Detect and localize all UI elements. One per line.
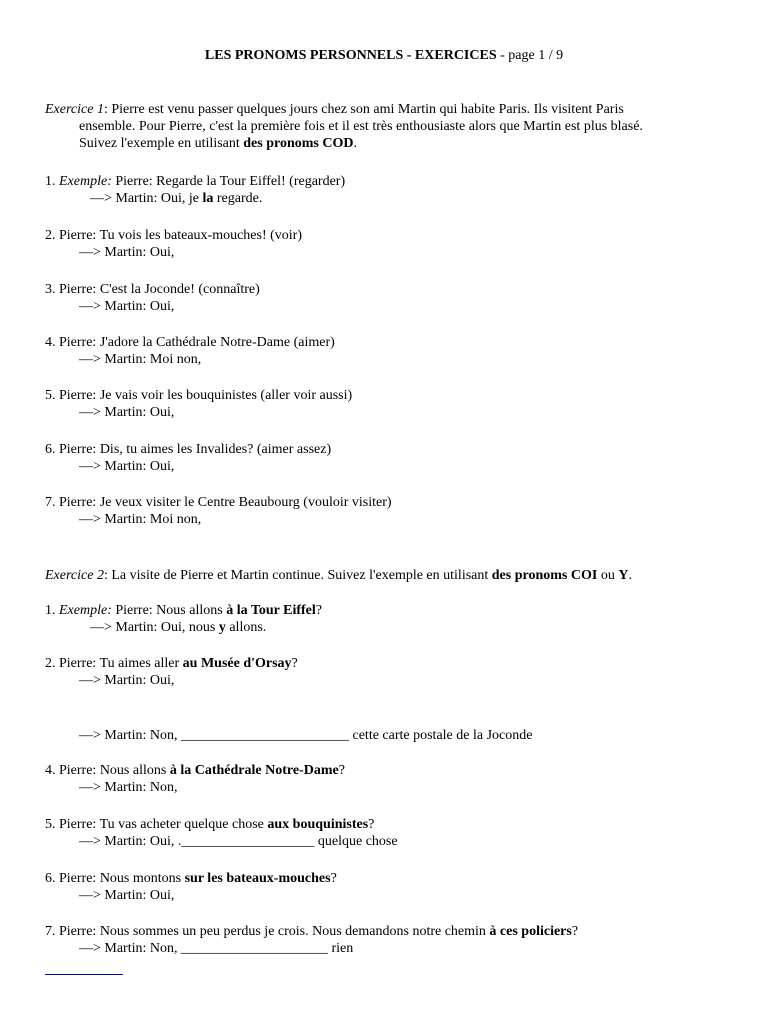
answer: —> Martin: Moi non, bbox=[79, 512, 202, 527]
question-text: 2. Pierre: Tu aimes aller bbox=[45, 656, 183, 671]
exercise2-intro bbox=[45, 567, 705, 584]
question-text: 6. Pierre: Nous montons bbox=[45, 871, 185, 886]
question-text: 4. Pierre: Nous allons bbox=[45, 763, 170, 778]
question-text: 7. Pierre: Nous sommes un peu perdus je crois. Nous demandons notre chemin bbox=[45, 924, 490, 939]
answer: —> Martin: Non, ________________________ cette carte postale de la Joconde bbox=[79, 728, 533, 743]
exercise1-item-1 bbox=[45, 173, 705, 207]
answer: —> Martin: Oui, bbox=[79, 405, 175, 420]
exercise1-intro-line3 bbox=[45, 135, 705, 152]
answer-text: allons. bbox=[225, 620, 267, 635]
exercise1-intro-line2: ensemble. Pour Pierre, c'est la première fois et il est très enthousiaste alors que Martin est plus blasé. bbox=[79, 119, 643, 134]
exercise2-item-1 bbox=[45, 602, 705, 636]
question: 4. Pierre: J'adore la Cathédrale Notre-Dame (aimer) bbox=[45, 335, 335, 350]
intro-bold: des pronoms COD bbox=[243, 136, 354, 151]
question: 5. Pierre: Je vais voir les bouquinistes (aller voir aussi) bbox=[45, 388, 353, 403]
question-text: ? bbox=[368, 817, 375, 832]
exercise2-item-4 bbox=[45, 762, 705, 796]
intro-text: . bbox=[353, 136, 357, 151]
answer-text: —> Martin: Oui, nous bbox=[90, 620, 219, 635]
title-bold: LES PRONOMS PERSONNELS - EXERCICES bbox=[204, 48, 497, 63]
question-bold: à la Tour Eiffel bbox=[226, 603, 316, 618]
answer: —> Martin: Oui, bbox=[79, 245, 175, 260]
exercise1-item-2 bbox=[45, 227, 705, 261]
question-bold: aux bouquinistes bbox=[267, 817, 369, 832]
intro-text: . bbox=[628, 568, 632, 583]
question-text: Pierre: Nous allons bbox=[111, 603, 227, 618]
answer-bold: la bbox=[202, 191, 214, 206]
question-text: 5. Pierre: Tu vas acheter quelque chose bbox=[45, 817, 268, 832]
item-number: 1. bbox=[45, 603, 59, 618]
intro-bold: des pronoms COI bbox=[491, 568, 598, 583]
question-text: ? bbox=[571, 924, 579, 939]
answer: —> Martin: Oui, bbox=[79, 459, 175, 474]
question-text: ? bbox=[338, 763, 345, 778]
exercise2-item-3 bbox=[45, 727, 705, 744]
answer: —> Martin: Oui, bbox=[79, 673, 175, 688]
answer: —> Martin: Oui, .___________________ quelque chose bbox=[79, 834, 398, 849]
intro-bold: Y bbox=[618, 568, 629, 583]
question bbox=[45, 923, 705, 940]
question: 3. Pierre: C'est la Joconde! (connaître) bbox=[45, 282, 260, 297]
answer-text: —> Martin: Oui, je bbox=[90, 191, 203, 206]
answer: —> Martin: Oui, bbox=[79, 888, 175, 903]
exercise2-item-2 bbox=[45, 655, 705, 689]
item-number: 1. bbox=[45, 174, 59, 189]
exercise2-item-6 bbox=[45, 870, 705, 904]
answer: —> Martin: Non, bbox=[79, 780, 178, 795]
question-bold: sur les bateaux-mouches bbox=[184, 871, 331, 886]
question: 7. Pierre: Je veux visiter le Centre Beaubourg (vouloir visiter) bbox=[45, 495, 392, 510]
exercise1-intro-line1 bbox=[45, 101, 705, 118]
example-label: Exemple: bbox=[59, 174, 112, 189]
question-text: ? bbox=[330, 871, 337, 886]
page-number: - page 1 / 9 bbox=[496, 48, 564, 63]
question bbox=[45, 173, 705, 190]
question-text: Pierre: Regarde la Tour Eiffel! (regarder) bbox=[111, 174, 346, 189]
page-title bbox=[0, 47, 768, 64]
answer bbox=[45, 619, 705, 636]
question-bold: à la Cathédrale Notre-Dame bbox=[169, 763, 339, 778]
question-text: ? bbox=[291, 656, 298, 671]
exercise1-item-7 bbox=[45, 494, 705, 528]
exercise2-item-5 bbox=[45, 816, 705, 850]
footnote-separator bbox=[45, 974, 123, 975]
example-label: Exemple: bbox=[59, 603, 112, 618]
question-text: ? bbox=[315, 603, 322, 618]
exercise2-item-7 bbox=[45, 923, 705, 957]
exercise1-label: Exercice 1 bbox=[45, 102, 104, 117]
intro-text: : La visite de Pierre et Martin continue. Suivez l'exemple en utilisant bbox=[103, 568, 492, 583]
exercise1-item-4 bbox=[45, 334, 705, 368]
answer-text: regarde. bbox=[213, 191, 263, 206]
question: 6. Pierre: Dis, tu aimes les Invalides? (aimer assez) bbox=[45, 442, 332, 457]
answer-bold: y bbox=[218, 620, 226, 635]
answer: —> Martin: Moi non, bbox=[79, 352, 202, 367]
question bbox=[45, 602, 705, 619]
question bbox=[45, 870, 705, 887]
answer: —> Martin: Non, _____________________ rien bbox=[79, 941, 354, 956]
question bbox=[45, 762, 705, 779]
answer bbox=[45, 190, 705, 207]
question-bold: au Musée d'Orsay bbox=[182, 656, 292, 671]
exercise1-intro bbox=[45, 101, 705, 152]
exercise2-label: Exercice 2 bbox=[45, 568, 104, 583]
question: 2. Pierre: Tu vois les bateaux-mouches! (voir) bbox=[45, 228, 303, 243]
exercise1-item-6 bbox=[45, 441, 705, 475]
intro-text: Suivez l'exemple en utilisant bbox=[79, 136, 244, 151]
intro-text: ou bbox=[597, 568, 619, 583]
intro-text: : Pierre est venu passer quelques jours chez son ami Martin qui habite Paris. Ils visitent Paris bbox=[103, 102, 624, 117]
exercise1-item-3 bbox=[45, 281, 705, 315]
answer: —> Martin: Oui, bbox=[79, 299, 175, 314]
question-bold: à ces policiers bbox=[489, 924, 572, 939]
question bbox=[45, 816, 705, 833]
exercise1-item-5 bbox=[45, 387, 705, 421]
question bbox=[45, 655, 705, 672]
